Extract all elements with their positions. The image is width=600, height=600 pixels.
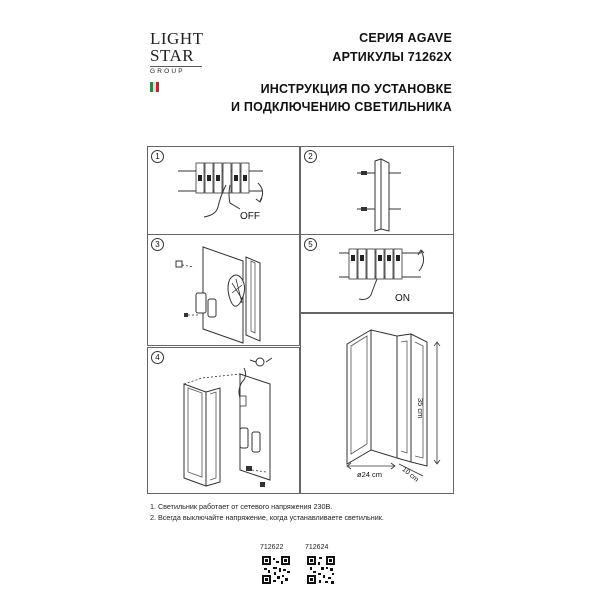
breaker-off-illustration xyxy=(148,147,299,234)
title-line-1: ИНСТРУКЦИЯ ПО УСТАНОВКЕ xyxy=(260,82,452,96)
logo-line-1: LIGHT xyxy=(150,29,204,48)
article-numbers: АРТИКУЛЫ 71262X xyxy=(332,50,452,64)
step-1-panel xyxy=(147,146,300,235)
article-code-2: 712624 xyxy=(305,544,329,551)
width-dimension: ø24 cm xyxy=(357,470,383,479)
bracket-illustration xyxy=(301,147,453,234)
step-2-panel xyxy=(300,146,454,235)
title-line-2: И ПОДКЛЮЧЕНИЮ СВЕТИЛЬНИКА xyxy=(231,100,452,114)
step-3-number: 3 xyxy=(151,238,164,251)
breaker-on-illustration xyxy=(301,235,453,312)
step-1-number: 1 xyxy=(151,150,164,163)
step-2-number: 2 xyxy=(304,150,317,163)
step-5-number: 5 xyxy=(304,238,317,251)
qr-code-2 xyxy=(307,556,335,584)
wiring-illustration xyxy=(148,348,299,493)
brand-logo xyxy=(150,30,202,75)
note-1: 1. Светильник работает от сетевого напряжения 230В. xyxy=(150,502,333,511)
dimensions-panel xyxy=(300,313,454,494)
notes xyxy=(150,502,384,523)
step-4-number: 4 xyxy=(151,351,164,364)
logo-line-3: GROUP xyxy=(150,66,202,75)
logo-line-2: STAR xyxy=(150,46,195,65)
flag-red-stripe xyxy=(156,82,159,92)
off-label: OFF xyxy=(240,211,260,222)
on-label: ON xyxy=(395,293,410,304)
dimension-drawing xyxy=(301,314,453,493)
depth-dimension: 10 cm xyxy=(400,466,420,484)
step-5-panel xyxy=(300,234,454,313)
height-dimension: 35 cm xyxy=(416,398,425,419)
qr-code-1 xyxy=(262,556,290,584)
step-4-panel xyxy=(147,347,300,494)
article-code-1: 712622 xyxy=(260,544,284,551)
series-name: СЕРИЯ AGAVE xyxy=(359,31,452,45)
step-3-panel xyxy=(147,234,300,346)
note-2: 2. Всегда выключайте напряжение, когда устанавливаете светильник. xyxy=(150,512,384,522)
fixture-attach-illustration xyxy=(148,235,299,345)
